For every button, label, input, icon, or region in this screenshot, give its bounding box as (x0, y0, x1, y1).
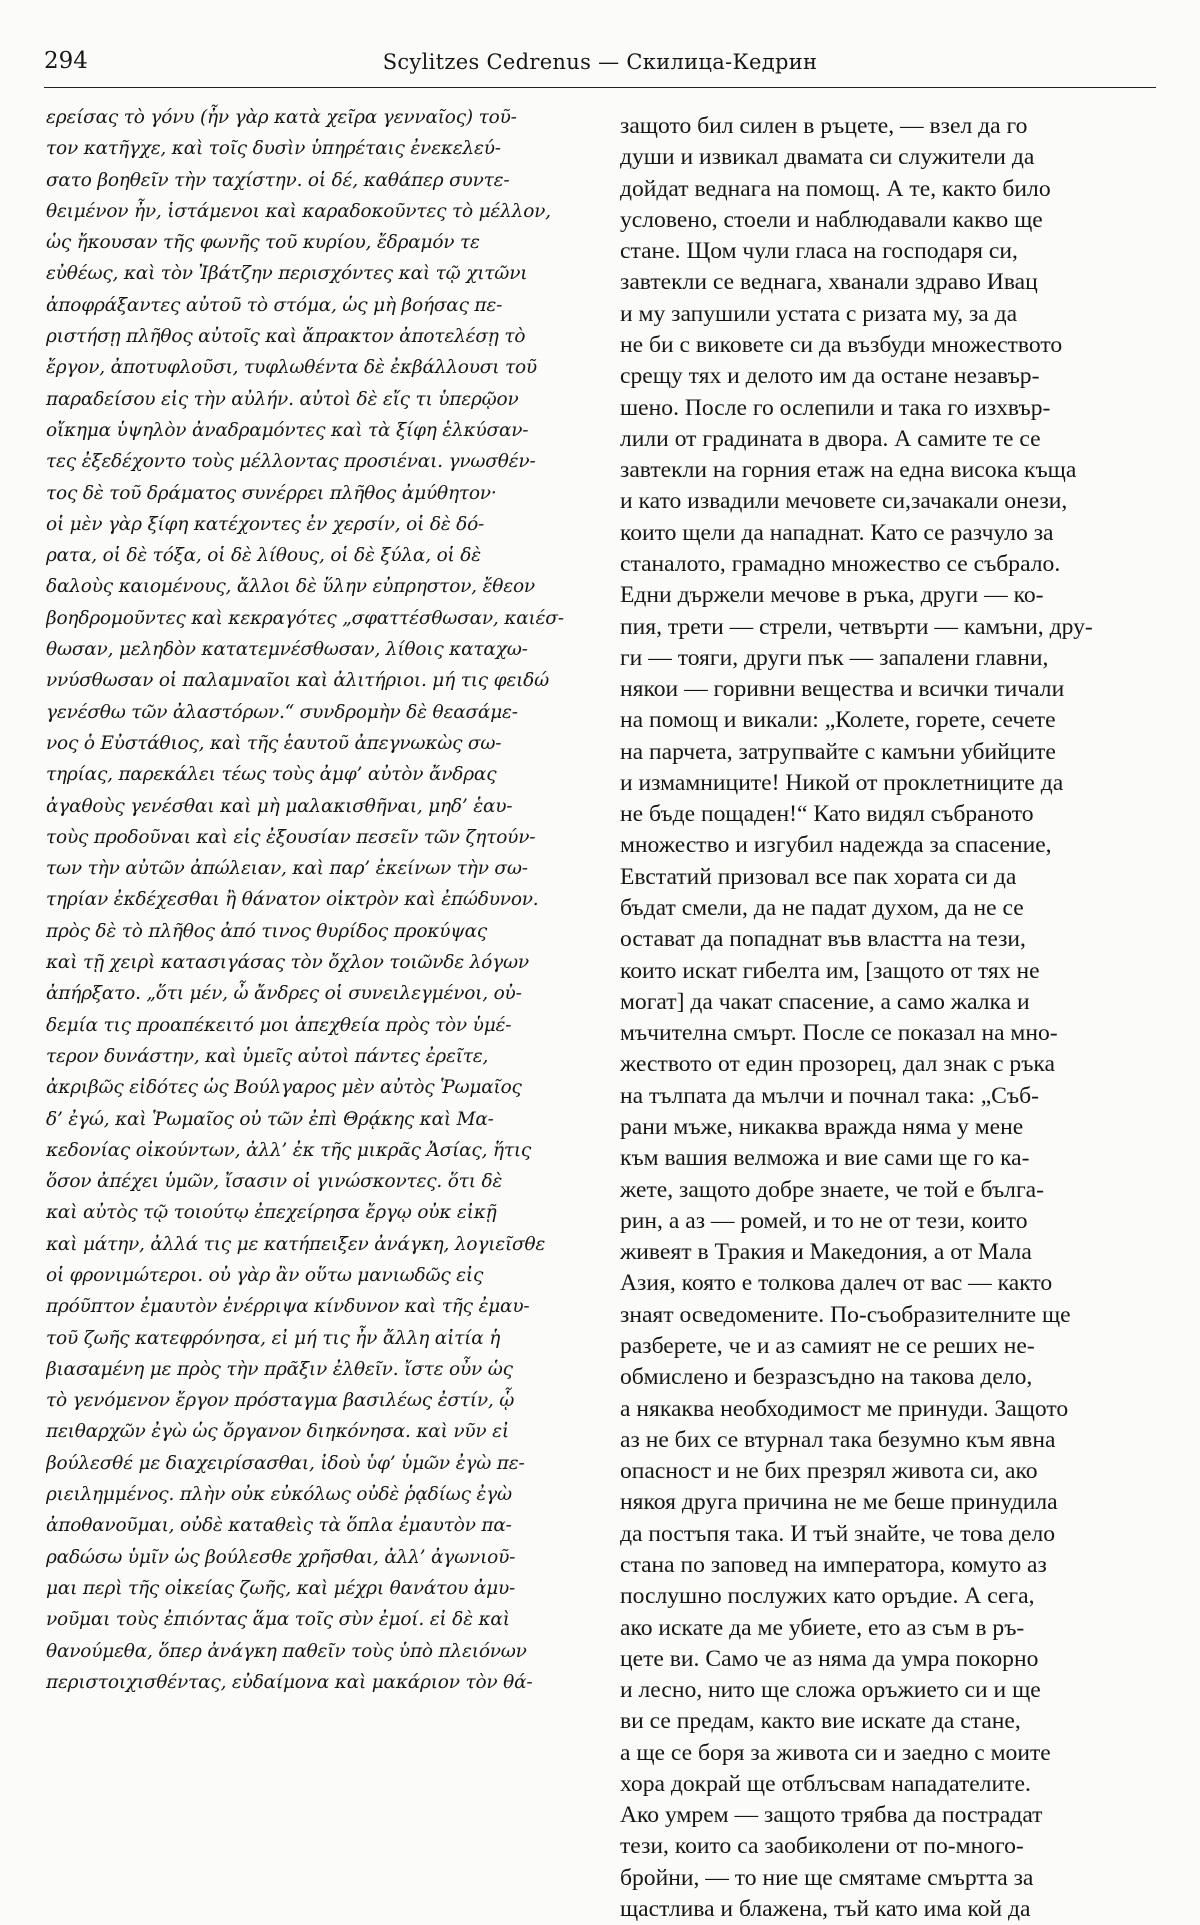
text-line: условено, стоели и наблюдавали какво ще (620, 206, 1043, 233)
text-line: ἀποθανοῦμαι, οὐδὲ καταθεὶς τὰ ὅπλα ἐμαυτὸν πα- (46, 1515, 512, 1537)
text-line: Едни държели мечове в ръка, други — ко- (620, 582, 1044, 609)
text-line: някои — горивни вещества и всички тичали (620, 676, 1065, 703)
text-line: дойдат веднага на помощ. А те, както било (620, 175, 1051, 202)
text-line: завтекли се веднага, хванали здраво Ивац (620, 269, 1038, 296)
text-line: ἔργον, ἀποτυφλοῦσι, τυφλωθέντα δὲ ἐκβάλλουσι τοῦ (46, 357, 537, 379)
text-line: които искат гибелта им, [защото от тях не (620, 957, 1040, 984)
text-line: рани мъже, никаква вражда няма у мене (620, 1114, 1024, 1140)
text-line: Ако умрем — защото трябва да пострадат (620, 1802, 1043, 1829)
text-line: δεμία τις προαπέκειτό μοι ἀπεχθεία πρὸς τὸν ὑμέ- (46, 1014, 512, 1036)
text-line: обмислено и безразсъдно на такова дело, (620, 1364, 1033, 1391)
text-line: които щели да нападнат. Като се разчуло за (620, 519, 1054, 546)
text-line: Азия, която е толкова далеч от вас — както (620, 1270, 1053, 1297)
text-line: жете, защото добре знаете, че той е бълга- (620, 1176, 1044, 1203)
text-line: καὶ αὐτὸς τῷ τοιούτῳ ἐπεχείρησα ἔργῳ οὐκ εἰκῇ (46, 1202, 497, 1224)
text-line: и лесно, нито ще сложа оръжието си и ще (620, 1677, 1041, 1704)
text-line: εὐθέως, καὶ τὸν Ἰβάτζην περισχόντες καὶ τῷ χιτῶνι (46, 263, 528, 285)
text-line: οἴκημα ὑψηλὸν ἀναδραμόντες καὶ τὰ ξίφη ἑλκύσαν- (46, 419, 529, 441)
text-line: ριειλημμένος. πλὴν οὐκ εὐκόλως οὐδὲ ῥᾳδίως ἐγὼ (46, 1484, 512, 1506)
text-line: πρὸς δὲ τὸ πλῆθος ἀπό τινος θυρίδος προκύψας (46, 920, 488, 942)
text-line: θειμένον ἦν, ἱστάμενοι καὶ καραδοκοῦντες τὸ μέλλον, (46, 200, 551, 222)
text-line: τοῦ ζωῆς κατεφρόνησα, εἰ μή τις ἦν ἄλλη αἰτία ἡ (46, 1327, 501, 1349)
text-line: тези, които са заобиколени от по-много- (620, 1833, 1024, 1860)
running-title: Scylitzes Cedrenus — Скилица-Кедрин (382, 50, 818, 74)
text-line: и измамниците! Никой от проклетниците да (620, 769, 1064, 796)
text-line: и му запушили устата с ризата му, за да (620, 300, 1018, 327)
text-line: πρόῦπτον ἐμαυτὸν ἐνέρριψα κίνδυνον καὶ τῆς ἐμαυ- (46, 1296, 530, 1318)
text-line: οἱ φρονιμώτεροι. οὐ γὰρ ἂν οὕτω μανιωδῶς εἰς (46, 1264, 484, 1286)
text-line: ννύσθωσαν οἱ παλαμναῖοι καὶ ἀλιτήριοι. μή τις φειδώ (46, 670, 549, 692)
text-line: οἱ μὲν γὰρ ξίφη κατέχοντες ἐν χερσίν, οἱ δὲ δό- (46, 513, 485, 535)
text-line: и като извадили мечовете си,зачакали онези, (620, 488, 1068, 515)
text-line: τὸ γενόμενον ἔργον πρόσταγμα βασιλέως ἐστίν, ᾧ (46, 1390, 515, 1412)
text-line: τηρίαν ἐκδέχεσθαι ἢ θάνατον οἰκτρὸν καὶ ἐπώδυνον. (46, 889, 539, 911)
text-line: ви се предам, както вие искате да стане, (620, 1708, 1021, 1735)
text-line: да постъпя така. И тъй знайте, че това дело (620, 1520, 1056, 1547)
text-line: καὶ μάτην, ἀλλά τις με κατήπειξεν ἀνάγκη, λογιεῖσθε (46, 1233, 546, 1255)
text-line: срещу тях и делото им да остане незавър- (620, 363, 1040, 390)
text-line: а някаква необходимост ме принуди. Защото (620, 1395, 1069, 1422)
text-line: ερείσας τὸ γόνυ (ἦν γὰρ κατὰ χεῖρα γενναῖος) τοῦ- (46, 107, 517, 128)
text-line: πειθαρχῶν ἐγὼ ὡς ὄργανον διηκόνησα. καὶ νῦν εἰ (46, 1421, 509, 1443)
text-line: παραδείσου εἰς τὴν αὐλήν. αὐτοὶ δὲ εἴς τι ὑπερῷον (46, 388, 519, 410)
greek-text-column (46, 102, 592, 1698)
header-rule (44, 87, 1156, 88)
text-line: мъчителна смърт. После се показал на мно- (620, 1020, 1058, 1047)
text-line: κεδονίας οἰκούντων, ἀλλ’ ἐκ τῆς μικρᾶς Ἀσίας, ἥτις (46, 1139, 532, 1161)
text-line: души и извикал двамата си служители да (620, 144, 1035, 171)
text-line: ἀκριβῶς εἰδότες ὡς Βούλγαρος μὲν αὐτὸς Ῥωμαῖος (46, 1077, 522, 1099)
text-line: някоя друга причина не ме беше принудила (620, 1489, 1058, 1516)
text-line: не бъде пощаден!“ Като видял събраното (620, 801, 1034, 828)
text-line: τοὺς προδοῦναι καὶ εἰς ἐξουσίαν πεσεῖν τῶν ζητούν- (46, 826, 536, 848)
bulgarian-translation-column (620, 111, 1160, 1925)
text-line: ραδώσω ὑμῖν ὡς βούλεσθε χρῆσθαι, ἀλλ’ ἀγωνιοῦ- (46, 1546, 516, 1568)
text-line: живеят в Тракия и Македония, а от Мала (620, 1239, 1032, 1266)
text-line: ἀπήρξατο. „ὅτι μέν, ὦ ἄνδρες οἱ συνειλεγμένοι, οὐ- (46, 983, 522, 1005)
text-line: ἀγαθοὺς γενέσθαι καὶ μὴ μαλακισθῆναι, μηδ’ ἑαυ- (46, 795, 513, 817)
text-line: σατο βοηθεῖν τὴν ταχίστην. οἱ δέ, καθάπερ συντε- (46, 169, 510, 191)
text-line: τηρίας, παρεκάλει τέως τοὺς ἀμφ’ αὐτὸν ἄνδρας (46, 764, 497, 786)
text-line: станалото, грамадно множество се събрало. (620, 550, 1061, 577)
text-line: ὅσον ἀπέχει ὑμῶν, ἴσασιν οἱ γινώσκοντες. ὅτι δὲ (46, 1171, 503, 1193)
text-line: νοῦμαι τοὺς ἐπιόντας ἅμα τοῖς σὺν ἐμοί. εἰ δὲ καὶ (46, 1609, 510, 1631)
text-line: защото бил силен в ръцете, — взел да го (620, 113, 1028, 139)
text-line: бройни, — то ние ще смятаме смъртта за (620, 1864, 1034, 1891)
page-number: 294 (44, 48, 88, 74)
text-line: δαλοὺς καιομένους, ἄλλοι δὲ ὕλην εὐπρηστον, ἔθεον (46, 576, 535, 598)
text-line: стане. Щом чули гласа на господаря си, (620, 238, 1018, 265)
text-line: множество и изгубил надежда за спасение, (620, 832, 1052, 859)
text-line: остават да попаднат във властта на тези, (620, 926, 1026, 953)
text-line: хора докрай ще отблъсвам нападателите. (620, 1770, 1031, 1797)
text-line: γενέσθω τῶν ἀλαστόρων.“ συνδρομὴν δὲ θεασάμε- (46, 701, 518, 723)
text-line: περιστοιχισθέντας, εὐδαίμονα καὶ μακάριον τὸν θά- (46, 1671, 533, 1693)
text-line: пия, трети — стрели, четвърти — камъни, дру- (620, 613, 1093, 640)
text-line: знаят осведомените. По-съобразителните ще (620, 1301, 1071, 1328)
text-line: ги — тояги, други пък — запалени главни, (620, 644, 1049, 671)
text-line: жеството от един прозорец, дал знак с ръка (620, 1051, 1055, 1078)
text-line: послушно послужих като оръдие. А сега, (620, 1583, 1035, 1610)
text-line: των τὴν αὐτῶν ἀπώλειαν, καὶ παρ’ ἐκείνων τὴν σω- (46, 858, 528, 880)
text-line: а ще се боря за живота си и заедно с моите (620, 1739, 1051, 1766)
text-line: καὶ τῇ χειρὶ κατασιγάσας τὸν ὄχλον τοιῶνδε λόγων (46, 952, 529, 974)
text-line: аз не бих се втурнал така безумно към явна (620, 1426, 1056, 1453)
text-line: βιασαμένη με πρὸς τὴν πρᾶξιν ἐλθεῖν. ἴστε οὖν ὡς (46, 1358, 513, 1380)
text-line: лили от градината в двора. А самите те се (620, 425, 1041, 452)
text-line: ὡς ἤκουσαν τῆς φωνῆς τοῦ κυρίου, ἔδραμόν τε (46, 232, 480, 254)
text-line: νος ὁ Εὐστάθιος, καὶ τῆς ἑαυτοῦ ἀπεγνωκὼς σω- (46, 732, 502, 754)
text-line: бъдат смели, да не падат духом, да не се (620, 895, 1024, 922)
text-line: щастлива и блажена, тъй като има кой да (620, 1896, 1031, 1923)
text-line: θωσαν, μεληδὸν κατατεμνέσθωσαν, λίθοις καταχω- (46, 639, 528, 661)
text-line: δ’ ἐγώ, καὶ Ῥωμαῖος οὐ τῶν ἐπὶ Θρᾴκης καὶ Μα- (46, 1108, 494, 1130)
text-line: на тълпата да мълчи и почнал така: „Съб- (620, 1082, 1039, 1109)
text-line: ριστήσῃ πλῆθος αὐτοῖς καὶ ἄπρακτον ἀποτελέσῃ τὸ (46, 326, 526, 348)
text-line: τες ἐξεδέχοντο τοὺς μέλλοντας προσιέναι. γνωσθέν- (46, 451, 536, 473)
text-line: τον κατῆγχε, καὶ τοῖς δυσὶν ὑπηρέταις ἐνεκελεύ- (46, 138, 501, 160)
text-line: ρατα, οἱ δὲ τόξα, οἱ δὲ λίθους, οἱ δὲ ξύλα, οἱ δὲ (46, 545, 481, 567)
text-line: τος δὲ τοῦ δράματος συνέρρει πλῆθος ἀμύθητον· (46, 482, 497, 504)
text-line: ако искате да ме убиете, ето аз съм в ръ- (620, 1614, 1025, 1641)
text-line: μαι περὶ τῆς οἰκείας ζωῆς, καὶ μέχρι θανάτου ἀμυ- (46, 1577, 516, 1599)
text-line: към вашия велможа и вие сами ще го ка- (620, 1145, 1030, 1172)
text-line: βοηδρομοῦντες καὶ κεκραγότες „σφαττέσθωσαν, καιέσ- (46, 607, 564, 629)
text-line: τερον δυνάστην, καὶ ὑμεῖς αὐτοὶ πάντες ἐρεῖτε, (46, 1045, 489, 1067)
text-line: шено. После го ослепили и така го изхвър- (620, 394, 1051, 421)
text-line: разберете, че и аз самият не се реших не- (620, 1332, 1035, 1359)
text-line: опасност и не бих презрял живота си, ако (620, 1458, 1038, 1485)
text-line: на парчета, затрупвайте с камъни убийците (620, 738, 1056, 765)
text-line: могат] да чакат спасение, а само жалка и (620, 988, 1030, 1015)
text-line: Евстатий призовал все пак хората си да (620, 863, 1017, 890)
text-line: не би с виковете си да възбуди множеството (620, 331, 1063, 358)
text-line: завтекли на горния етаж на една висока къща (620, 457, 1077, 484)
running-header (44, 44, 1156, 84)
text-line: цете ви. Само че аз няма да умра покорно (620, 1645, 1039, 1672)
text-line: ἀποφράξαντες αὐτοῦ τὸ στόμα, ὡς μὴ βοήσας πε- (46, 294, 503, 316)
text-line: стана по заповед на императора, комуто аз (620, 1551, 1047, 1578)
text-line: на помощ и викали: „Колете, горете, сечете (620, 707, 1056, 734)
text-line: θανούμεθα, ὅπερ ἀνάγκη παθεῖν τοὺς ὑπὸ πλειόνων (46, 1640, 527, 1662)
text-line: βούλεσθέ με διαχειρίσασθαι, ἰδοὺ ὑφ’ ὑμῶν ἐγὼ πε- (46, 1452, 525, 1474)
text-line: рин, а аз — ромей, и то не от тези, които (620, 1207, 1028, 1234)
